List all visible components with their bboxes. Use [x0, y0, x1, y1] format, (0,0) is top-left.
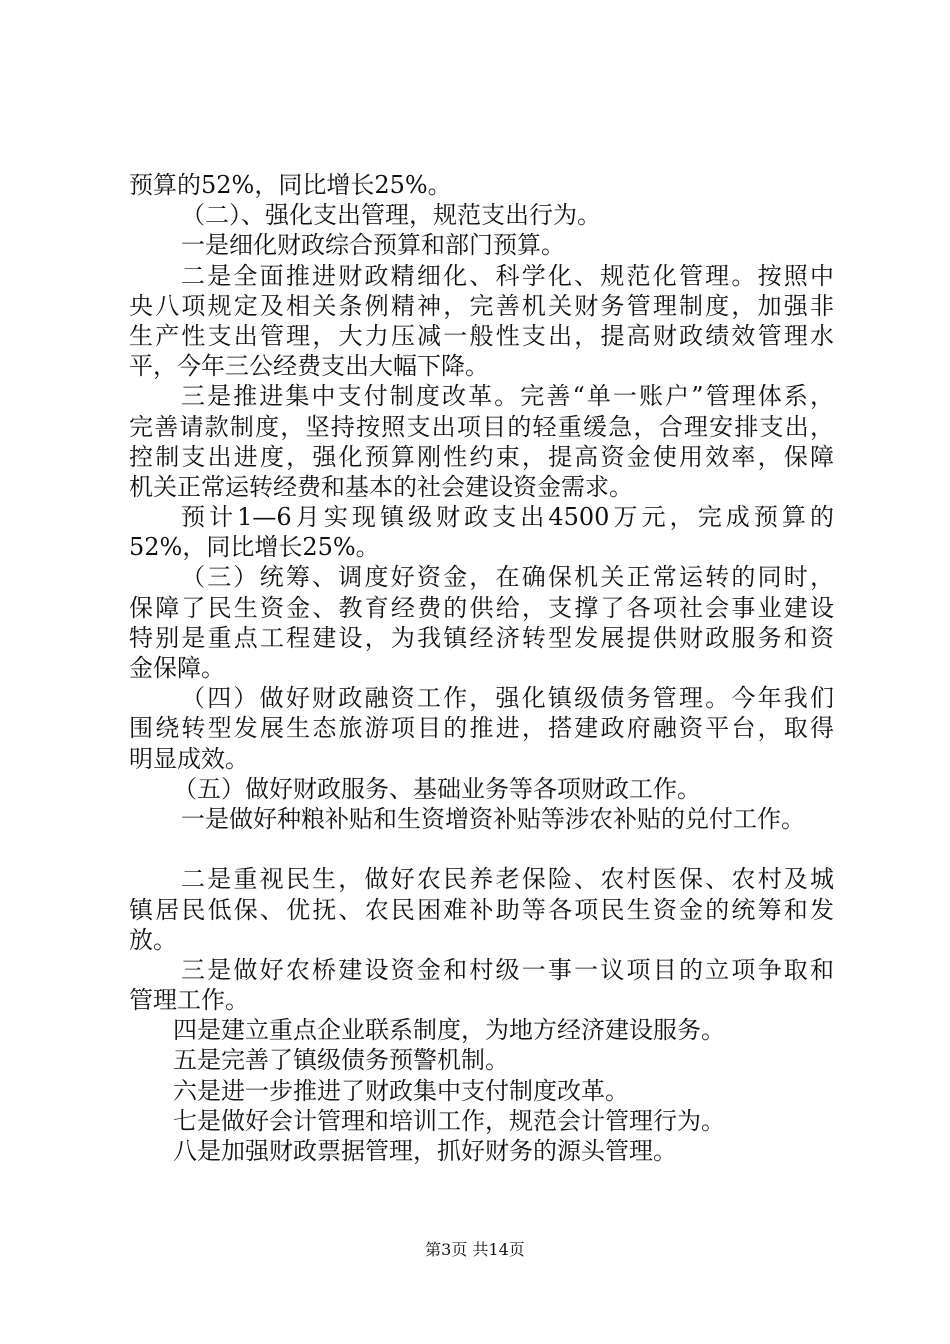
section-heading-3: （三）统筹、调度好资金，在确保机关正常运转的同时， — [181, 563, 834, 592]
paragraph-line: 控制支出进度，强化预算刚性约束，提高资金使用效率，保障 — [129, 442, 834, 471]
section-heading-4: （四）做好财政融资工作，强化镇级债务管理。今年我们 — [181, 684, 834, 713]
paragraph-line: 八是加强财政票据管理，抓好财务的源头管理。 — [173, 1137, 677, 1165]
paragraph-line: 镇居民低保、优抚、农民困难补助等各项民生资金的统筹和发 — [129, 895, 834, 924]
paragraph-line: 六是进一步推进了财政集中支付制度改革。 — [173, 1076, 629, 1105]
paragraph-line: 放。 — [129, 925, 177, 954]
document-body — [129, 170, 834, 1166]
paragraph-line: 预算的52%，同比增长25%。 — [129, 171, 452, 199]
paragraph-line: 五是完善了镇级债务预警机制。 — [173, 1046, 509, 1075]
paragraph-line: 生产性支出管理，大力压减一般性支出，提高财政绩效管理水 — [129, 321, 834, 350]
paragraph-line: 机关正常运转经费和基本的社会建设资金需求。 — [129, 472, 633, 501]
page-number-footer: 第3页 共14页 — [425, 1240, 525, 1259]
paragraph-line: 平，今年三公经费支出大幅下降。 — [129, 352, 489, 381]
paragraph-line: 七是做好会计管理和培训工作，规范会计管理行为。 — [173, 1106, 725, 1135]
section-heading-5: （五）做好财政服务、基础业务等各项财政工作。 — [173, 774, 701, 803]
paragraph-line: 预计1—6月实现镇级财政支出4500万元，完成预算的 — [181, 503, 834, 532]
paragraph-line: 四是建立重点企业联系制度，为地方经济建设服务。 — [173, 1016, 725, 1045]
paragraph-line: 二是全面推进财政精细化、科学化、规范化管理。按照中 — [181, 261, 834, 290]
blank-line — [129, 834, 834, 864]
paragraph-line: 管理工作。 — [129, 986, 249, 1015]
paragraph-line: 明显成效。 — [129, 744, 249, 773]
paragraph-line: 完善请款制度，坚持按照支出项目的轻重缓急，合理安排支出， — [129, 412, 834, 441]
paragraph-line: 央八项规定及相关条例精神，完善机关财务管理制度，加强非 — [129, 291, 834, 320]
paragraph-line: 特别是重点工程建设，为我镇经济转型发展提供财政服务和资 — [129, 623, 834, 652]
paragraph-line: 一是细化财政综合预算和部门预算。 — [181, 231, 565, 260]
paragraph-line: 一是做好种粮补贴和生资增资补贴等涉农补贴的兑付工作。 — [181, 804, 805, 833]
section-heading-2: （二）、强化支出管理，规范支出行为。 — [181, 201, 601, 230]
paragraph-line: 保障了民生资金、教育经费的供给，支撑了各项社会事业建设 — [129, 593, 834, 622]
paragraph-line: 三是推进集中支付制度改革。完善“单一账户”管理体系， — [181, 382, 834, 411]
paragraph-line: 围绕转型发展生态旅游项目的推进，搭建政府融资平台，取得 — [129, 714, 834, 743]
paragraph-line: 三是做好农桥建设资金和村级一事一议项目的立项争取和 — [181, 955, 834, 984]
paragraph-line: 52%，同比增长25%。 — [129, 533, 380, 562]
paragraph-line: 金保障。 — [129, 654, 225, 682]
paragraph-line: 二是重视民生，做好农民养老保险、农村医保、农村及城 — [181, 865, 834, 894]
